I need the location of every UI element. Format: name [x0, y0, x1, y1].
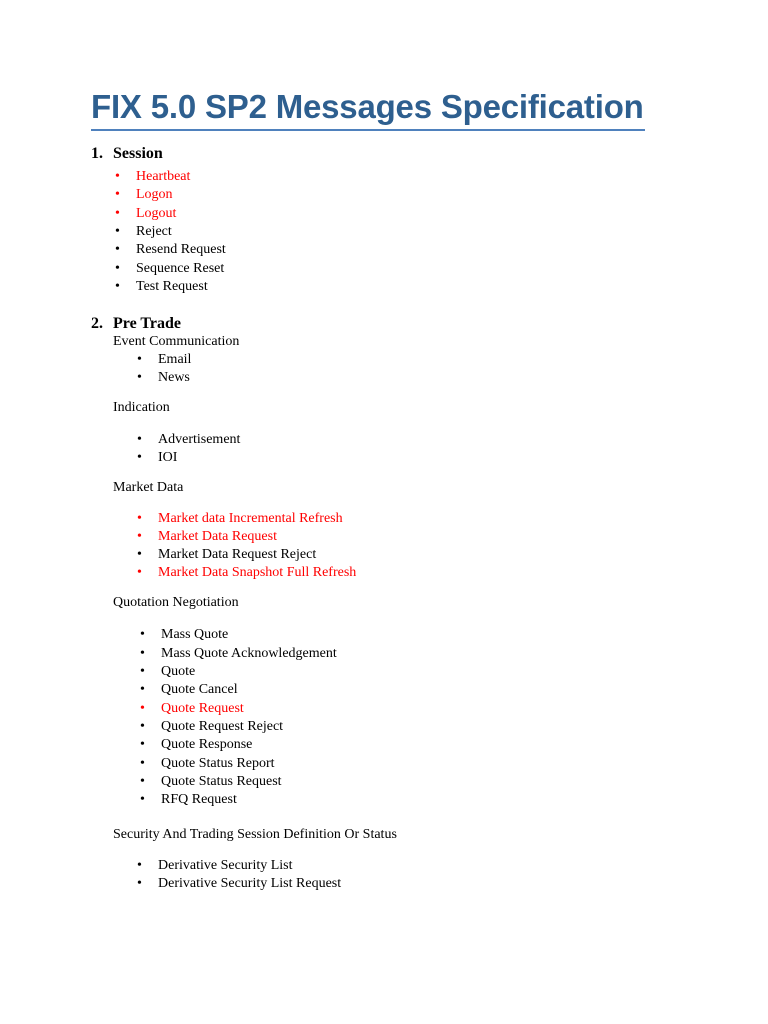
list-item: Quote Cancel: [161, 682, 238, 697]
list-item: Heartbeat: [136, 169, 191, 184]
bullet-icon: •: [115, 187, 120, 202]
list-item: Quote Request Reject: [161, 719, 284, 734]
section-heading-session: Session: [113, 145, 163, 162]
subheading-event-communication: Event Communication: [113, 334, 240, 349]
bullet-icon: •: [137, 876, 142, 891]
bullet-icon: •: [137, 547, 142, 562]
bullet-icon: •: [140, 756, 145, 771]
list-item: Advertisement: [158, 432, 241, 447]
list-item: Quote: [161, 664, 196, 679]
bullet-icon: •: [140, 719, 145, 734]
bullet-icon: •: [137, 450, 142, 465]
section-number: 1.: [91, 145, 103, 162]
bullet-icon: •: [137, 370, 142, 385]
bullet-icon: •: [115, 224, 120, 239]
bullet-icon: •: [115, 206, 120, 221]
list-item: Market Data Request Reject: [158, 547, 317, 562]
list-item: Quote Status Report: [161, 756, 275, 771]
bullet-icon: •: [140, 701, 145, 716]
list-item: IOI: [158, 450, 178, 465]
subheading-security-trading-session: Security And Trading Session Definition Or Status: [113, 827, 397, 842]
subheading-quotation-negotiation: Quotation Negotiation: [113, 595, 239, 610]
bullet-icon: •: [115, 169, 120, 184]
list-item: Market data Incremental Refresh: [158, 511, 343, 526]
bullet-icon: •: [137, 432, 142, 447]
list-item: Resend Request: [136, 242, 226, 257]
list-item: Derivative Security List: [158, 858, 293, 873]
list-item: Reject: [136, 224, 172, 239]
list-item: Mass Quote Acknowledgement: [161, 646, 337, 661]
list-item: Quote Response: [161, 737, 253, 752]
list-item: Logout: [136, 206, 177, 221]
bullet-icon: •: [137, 565, 142, 580]
list-item: Quote Status Request: [161, 774, 282, 789]
document-title: FIX 5.0 SP2 Messages Specification: [91, 88, 644, 125]
bullet-icon: •: [140, 664, 145, 679]
subheading-indication: Indication: [113, 400, 170, 415]
list-item: Quote Request: [161, 701, 244, 716]
list-item: Market Data Request: [158, 529, 277, 544]
bullet-icon: •: [140, 774, 145, 789]
bullet-icon: •: [140, 737, 145, 752]
bullet-icon: •: [137, 352, 142, 367]
bullet-icon: •: [115, 261, 120, 276]
bullet-icon: •: [137, 511, 142, 526]
section-heading-pre-trade: Pre Trade: [113, 315, 181, 332]
list-item: RFQ Request: [161, 792, 237, 807]
list-item: Mass Quote: [161, 627, 229, 642]
bullet-icon: •: [140, 792, 145, 807]
bullet-icon: •: [140, 627, 145, 642]
list-item: Test Request: [136, 279, 208, 294]
title-underline: [91, 129, 645, 131]
bullet-icon: •: [140, 682, 145, 697]
list-item: News: [158, 370, 190, 385]
list-item: Market Data Snapshot Full Refresh: [158, 565, 357, 580]
subheading-market-data: Market Data: [113, 480, 184, 495]
bullet-icon: •: [140, 646, 145, 661]
bullet-icon: •: [115, 242, 120, 257]
list-item: Sequence Reset: [136, 261, 225, 276]
bullet-icon: •: [137, 858, 142, 873]
bullet-icon: •: [115, 279, 120, 294]
list-item: Email: [158, 352, 192, 367]
list-item: Derivative Security List Request: [158, 876, 342, 891]
bullet-icon: •: [137, 529, 142, 544]
list-item: Logon: [136, 187, 173, 202]
section-number: 2.: [91, 315, 103, 332]
